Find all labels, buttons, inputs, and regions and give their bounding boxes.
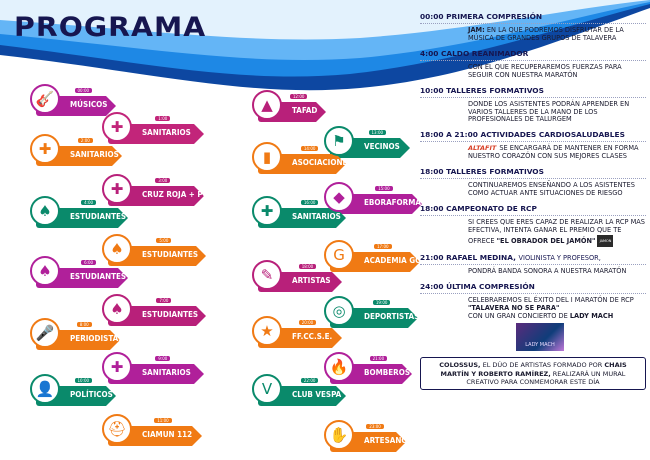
badge-label: EBORAFORMACIÓN [364, 198, 442, 207]
schedule-badge [107, 418, 204, 446]
schedule-badge [35, 378, 118, 406]
artist-icon: ✎ [252, 260, 282, 290]
city-flag-icon: ⚑ [324, 126, 354, 156]
microphone-icon: 🎤 [30, 318, 60, 348]
badge-label: ESTUDIANTES [142, 310, 199, 319]
club-vespa-logo-icon: V [252, 374, 282, 404]
student-icon: ♠ [30, 196, 60, 226]
page-title: PROGRAMA [14, 12, 207, 43]
medical-heart-icon: ✚ [102, 112, 132, 142]
badge-label: PERIODISTAS [70, 334, 124, 343]
firefighter-icon: 🔥 [324, 352, 354, 382]
badge-label: ESTUDIANTES [142, 250, 199, 259]
badge-time: 00:00 [75, 88, 93, 93]
schedule-heading: 18:00 CAMPEONATO DE RCP [420, 204, 646, 216]
schedule-badge [108, 356, 206, 384]
schedule-entry [420, 253, 646, 276]
schedule-heading: 24:00 ÚLTIMA COMPRESIÓN [420, 282, 646, 294]
schedule-text: JAM: EN LA QUE PODREMOS DISFRUTAR DE LA MÚSICA DE GRANDES GRUPOS DE TALAVERA [468, 26, 624, 42]
badge-label: POLÍTICOS [70, 390, 113, 399]
schedule-entry [420, 167, 646, 198]
schedule-badge [258, 320, 344, 348]
schedule-text: ALTAFIT SE ENCARGARÁ DE MANTENER EN FORMA NUESTRO CORAZÓN CON SUS MEJORES CLASES [468, 144, 639, 161]
schedule-badge [258, 378, 348, 406]
schedule-badge [258, 264, 344, 292]
badge-time: 10:00 [75, 378, 93, 383]
schedule-badge [36, 260, 130, 288]
badge-label: ARTISTAS [292, 276, 331, 285]
obrador-jamon-logo: JAMON [597, 235, 613, 247]
schedule-text: CELEBRAREMOS EL ÉXITO DEL I MARATÓN DE RCP "TALAVERA NO SE PARA" CON UN GRAN CONCIERTO DE LADY MACH [468, 295, 634, 320]
medical-heart-icon: ✚ [102, 352, 132, 382]
schedule-badge [108, 298, 208, 326]
badge-time: 11:00 [154, 418, 172, 423]
police-officer-icon: ★ [252, 316, 282, 346]
badge-label: CLUB VESPA [292, 390, 342, 399]
badge-label: ASOCIACIONES [292, 158, 353, 167]
badge-time: 22:00 [301, 378, 319, 383]
badge-time: 19:00 [373, 300, 391, 305]
emergency-worker-icon: ⛑ [102, 414, 132, 444]
badge-time: 21:00 [370, 356, 388, 361]
badge-time: 13:00 [369, 130, 387, 135]
schedule-badge [329, 424, 413, 452]
guitar-icon: 🎸 [30, 84, 60, 114]
badge-label: DEPORTISTAS [364, 312, 420, 321]
badge-time: 1:00 [155, 116, 170, 121]
schedule-text: PONDRÁ BANDA SONORA A NUESTRA MARATÓN [468, 266, 627, 275]
politician-icon: 👤 [30, 374, 60, 404]
schedule-heading: 10:00 TALLERES FORMATIVOS [420, 86, 646, 98]
schedule-text: SI CREES QUE ERES CAPAZ DE REALIZAR LA RCP MAS EFECTIVA, INTENTA GANAR EL PREMIO QUE TE OFRECE "EL OBRADOR DEL JAMÓN" JAMON [468, 217, 645, 245]
badge-label: ESTUDIANTES [70, 272, 127, 281]
schedule-text: CON EL QUE RECUPERAREMOS FUERZAS PARA SEGUIR CON NUESTRA MARATÓN [468, 62, 622, 79]
schedule-badge [108, 178, 208, 206]
schedule-text: CONTINUAREMOS ENSEÑANDO A LOS ASISTENTES COMO ACTUAR ANTE SITUACIONES DE RIESGO [468, 181, 635, 198]
schedule-heading: 18:00 A 21:00 ACTIVIDADES CARDIOSALUDABLES [420, 130, 646, 142]
olympic-rings-icon: ◎ [324, 296, 354, 326]
schedule-badge [35, 88, 118, 116]
schedule-entry [420, 49, 646, 80]
badge-label: ESTUDIANTES [70, 212, 127, 221]
schedule-badge [330, 130, 412, 158]
schedule-badge [330, 186, 442, 214]
badge-time: 8:00 [77, 322, 92, 327]
badge-time: 23:00 [366, 424, 384, 429]
schedule-heading: 21:00 RAFAEL MEDINA, VIOLINISTA Y PROFESOR, [420, 253, 646, 265]
badge-label: VECINOS [364, 142, 400, 151]
badge-label: ACADEMIA GOMA [364, 256, 434, 265]
badge-time: 12:00 [290, 94, 308, 99]
badge-label: SANITARIOS [142, 368, 191, 377]
badge-label: TAFAD [292, 106, 318, 115]
schedule-badge [329, 356, 414, 384]
schedule-entry [420, 12, 646, 43]
badge-label: ARTESANOS [364, 436, 413, 445]
schedule-badge [35, 322, 124, 350]
schedule-entry [420, 282, 646, 352]
schedule-heading: 18:00 TALLERES FORMATIVOS [420, 167, 646, 179]
badge-time: 4:00 [81, 200, 96, 205]
badge-time: 9:00 [155, 356, 170, 361]
badge-time: 16:00 [301, 200, 319, 205]
badge-label: CRUZ ROJA + PC [142, 190, 208, 199]
schedule-entry [420, 204, 646, 247]
lady-mach-image: LADY MACH [516, 323, 564, 351]
schedule-list [420, 12, 646, 390]
badge-time: 14:00 [301, 146, 319, 151]
badge-time: 15:00 [375, 186, 393, 191]
badge-time: 18:00 [299, 264, 317, 269]
altafit-logo: ALTAFIT [468, 144, 497, 153]
badge-label: SANITARIOS [292, 212, 341, 221]
medical-heart-icon: ✚ [252, 196, 282, 226]
schedule-heading: 4:00 CALDO REANIMADOR [420, 49, 646, 61]
schedule-badge [258, 94, 328, 122]
badge-time: 2:00 [78, 138, 93, 143]
student-icon: ♠ [102, 234, 132, 264]
schedule-badge [108, 116, 206, 144]
schedule-badge [258, 146, 353, 174]
badge-label: SANITARIOS [70, 150, 119, 159]
associations-icon: ▮ [252, 142, 282, 172]
colossus-box: COLOSSUS, EL DÚO DE ARTISTAS FORMADO POR CHAIS MARTÍN Y ROBERTO RAMÍREZ, REALIZARÁ UN MURAL CREATIVO PARA CONMEMORAR ESTE DÍA [420, 357, 646, 389]
eboraformacion-logo-icon: ◆ [324, 182, 354, 212]
schedule-badge [330, 244, 434, 272]
badge-time: 7:00 [156, 298, 171, 303]
badge-time: 5:00 [156, 238, 171, 243]
badge-time: 6:00 [81, 260, 96, 265]
schedule-badge [36, 138, 124, 166]
academia-goma-logo-icon: G [324, 240, 354, 270]
schedule-entry [420, 86, 646, 125]
schedule-badge [36, 200, 130, 228]
schedule-text: DONDE LOS ASISTENTES PODRÁN APRENDER EN VARIOS TALLERES DE LA MANO DE LOS PROFESIONALES DE TALURGEM [468, 99, 630, 124]
student-icon: ♠ [102, 294, 132, 324]
badge-label: FF.CC.S.E. [292, 332, 333, 341]
medical-heart-icon: ✚ [30, 134, 60, 164]
badge-label: CIAMUN 112 [142, 430, 193, 439]
tafad-logo-icon: ▲ [252, 90, 282, 120]
student-icon: ♠ [30, 256, 60, 286]
badge-label: MÚSICOS [70, 100, 108, 109]
red-cross-icon: ✚ [102, 174, 132, 204]
badge-label: SANITARIOS [142, 128, 191, 137]
schedule-entry [420, 130, 646, 161]
schedule-badge [108, 238, 208, 266]
badge-time: 20:00 [299, 320, 317, 325]
schedule-badge [330, 300, 420, 328]
schedule-heading: 00:00 PRIMERA COMPRESIÓN [420, 12, 646, 24]
badge-time: 17:00 [374, 244, 392, 249]
badge-time: 3:00 [155, 178, 170, 183]
badge-label: BOMBEROS [364, 368, 411, 377]
artisan-hands-icon: ✋ [324, 420, 354, 450]
